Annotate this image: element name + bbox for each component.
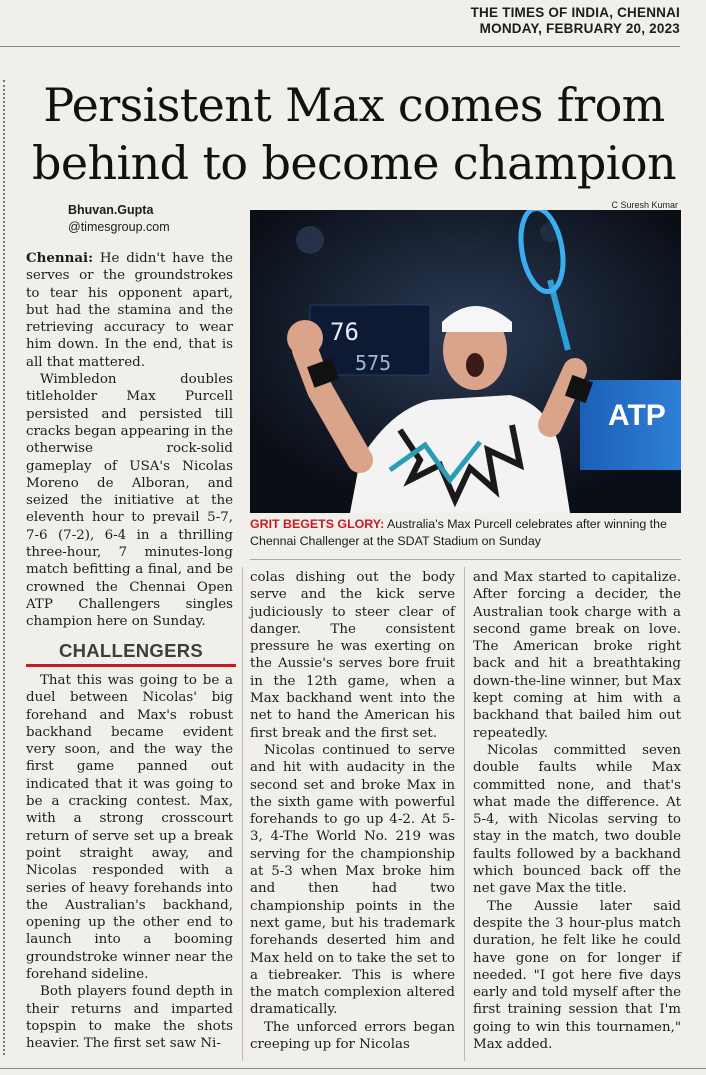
scoreboard-digits-1: 76	[330, 318, 359, 346]
article-column-3	[473, 569, 681, 1053]
photo-illustration	[250, 210, 681, 513]
page-edge-dots	[3, 80, 5, 1055]
section-tag: CHALLENGERS	[26, 637, 236, 667]
atp-banner-text: ATP	[608, 399, 666, 432]
author-handle: @timesgroup.com	[68, 220, 170, 234]
paragraph-8: The Aussie later said despite the 3 hour-plus match duration, he felt like he could have gone on for longer if needed. "I got here five days early and told myself after the first training session that I'm going to win this tournamen," Max added.	[473, 898, 681, 1053]
author-name: Bhuvan.Gupta	[68, 203, 154, 217]
paragraph-6-end: and Max started to capitalize. After forcing a decider, the Australian took charge with a second game break on love. The American broke right back and hit a breathtaking down-the-line winner, but Max kept coming at him with a backhand that bailed him out repeatedly.	[473, 570, 681, 741]
masthead	[471, 5, 680, 37]
bottom-rule	[0, 1068, 706, 1069]
masthead-rule	[0, 46, 680, 47]
photo-credit: C Suresh Kumar	[611, 200, 678, 210]
byline	[68, 202, 170, 236]
paragraph-4-end: colas dishing out the body serve and the kick serve judiciously to steer clear of danger. The consistent pressure he was exerting on the Aussie's serves bore fruit in the 12th game, when a Max backhand went into the net to hand the American his first break and the first set.	[250, 570, 455, 741]
paragraph-1-text: He didn't have the serves or the groundstrokes to tear his opponent apart, but had the stamina and the retrieving accuracy to wear him down. In the end, that is all that mattered.	[26, 251, 233, 370]
paragraph-3: That this was going to be a duel between Nicolas' big forehand and Max's robust backhand became evident very soon, and the way the first game panned out indicated that it was going to be a cracking contest. Max, with a strong crosscourt return of serve set up a break point straight away, and Nicolas responded with a series of heavy forehands into the Australian's backhand, opening up the other end to launch into a booming groundstroke winner near the forehand sideline.	[26, 673, 233, 983]
headline	[22, 76, 686, 192]
photo-max-purcell	[250, 210, 681, 513]
scoreboard-digits-2: 575	[355, 351, 392, 375]
photo-caption	[250, 516, 681, 550]
paragraph-2: Wimbledon doubles titleholder Max Purcell persisted and persisted till cracks began appearing in the otherwise rock-solid gameplay of USA's Nicolas Moreno de Alboran, and seized the initiative at the eleventh hour to prevail 5-7, 7-6 (7-2), 6-4 in a thrilling three-hour, 7 minutes-long match befitting a final, and be crowned the Chennai Open ATP Challengers singles champion here on Sunday.	[26, 372, 233, 630]
caption-rule	[250, 559, 681, 560]
paper-name: THE TIMES OF INDIA, CHENNAI	[470, 5, 680, 20]
paragraph-5: Nicolas continued to serve and hit with audacity in the second set and broke Max in the sixth game with powerful forehands to go up 4-2. At 5-3, 4-The World No. 219 was serving for the championship at 5-3 when Max broke him and then had two championship points in the next game, but his trademark forehands deserted him and Max held on to take the set to a tiebreaker. This is where the match complexion altered dramatically.	[250, 742, 455, 1018]
article-column-1-top	[26, 250, 233, 631]
paragraph-6-start: The unforced errors began creeping up for Nicolas	[250, 1019, 455, 1053]
paragraph-7: Nicolas committed seven double faults while Max committed none, and that's what made the difference. At 5-4, with Nicolas serving to stay in the match, two double faults followed by a backhand which bounced back off the net gave Max the title.	[473, 742, 681, 897]
column-divider-1	[242, 567, 243, 1061]
column-divider-2	[464, 567, 465, 1061]
headline-line-1: Persistent Max comes from	[43, 78, 665, 132]
dateline: Chennai:	[26, 250, 94, 266]
caption-lead: GRIT BEGETS GLORY:	[250, 517, 385, 531]
article-column-1-bottom	[26, 672, 233, 1053]
issue-date: MONDAY, FEBRUARY 20, 2023	[479, 21, 680, 36]
headline-line-2: behind to become champion	[31, 136, 676, 190]
paragraph-4-start: Both players found depth in their returns and imparted topspin to make the shots heavier. The first set saw Ni-	[26, 984, 233, 1052]
paragraph-1	[26, 250, 233, 371]
article-column-2	[250, 569, 455, 1053]
caption-text: Australia's Max Purcell celebrates after winning the Chennai Challenger at the SDAT Stadium on Sunday	[250, 517, 667, 548]
